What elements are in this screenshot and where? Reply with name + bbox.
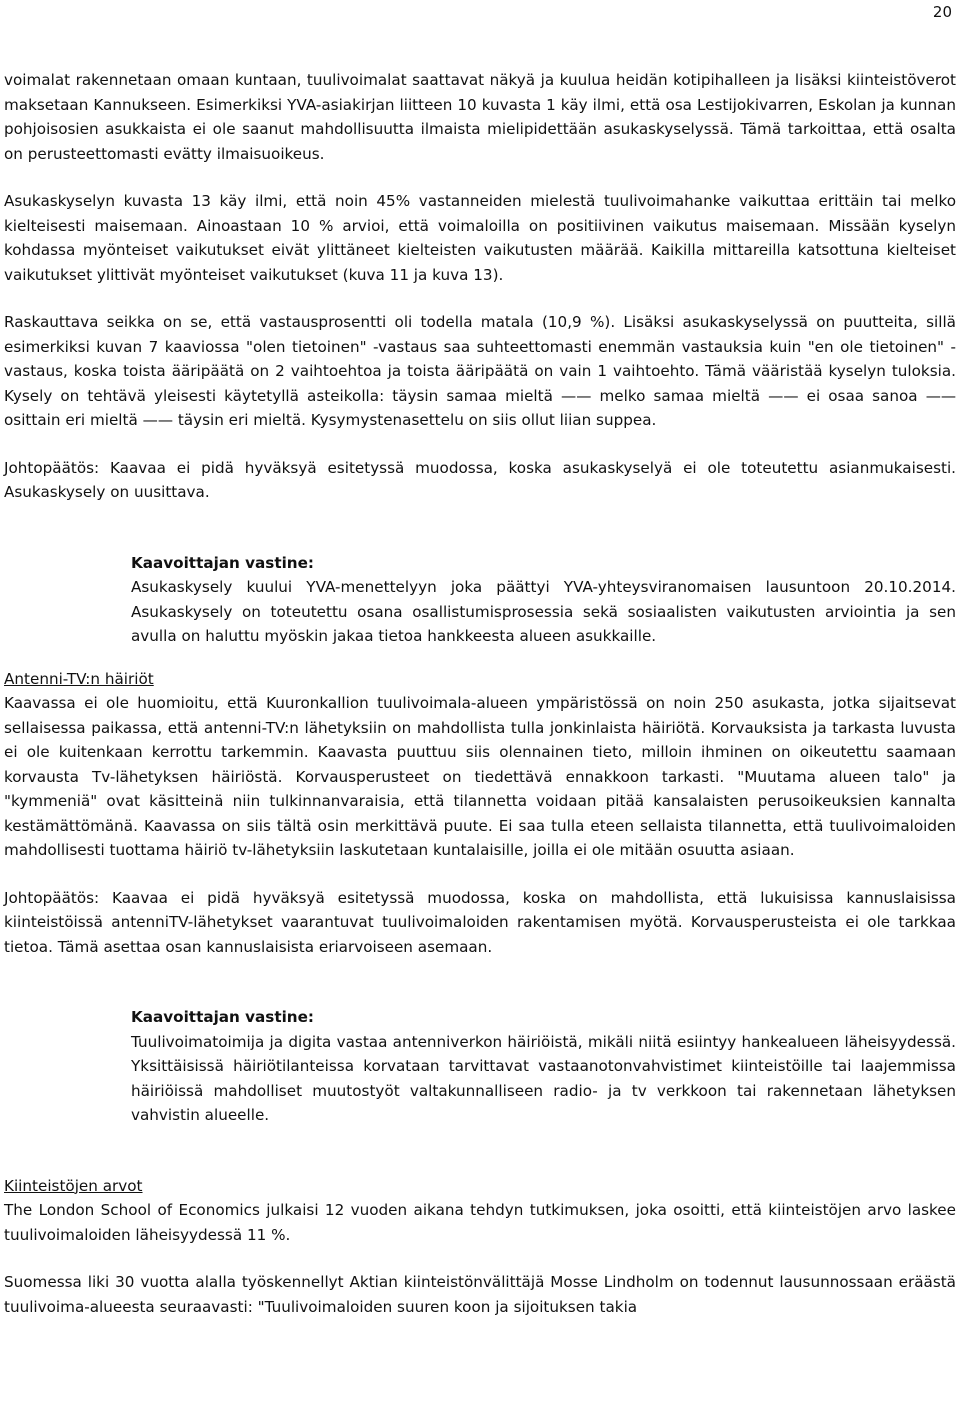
paragraph-property-quote: Suomessa liki 30 vuotta alalla työskennellyt Aktian kiinteistönvälittäjä Mosse Lindholm on todennut lausunnossaan eräästä tuulivoima-alueesta seuraavasti: "Tuulivoimaloiden suuren koon ja sijoituksen takia xyxy=(4,1273,956,1316)
paragraph-property-values: The London School of Economics julkaisi 12 vuoden aikana tehdyn tutkimuksen, joka osoitti, että kiinteistöjen arvo laskee tuulivoimaloiden läheisyydessä 11 %. xyxy=(4,1201,956,1244)
survey-flaws-text: Raskauttava seikka on se, että vastausprosentti oli todella matala (10,9 %). Lisäksi asukaskyselyssä on puutteita, sillä esimerkiksi kuvan 7 kaaviossa "olen tietoinen" -vastaus saa suhteettomasti enemmän vastauksia kuin "en ole tietoinen" -vastaus, koska toista ääripäätä on 2 vaihtoehtoa ja toista ääripäätä on vain 1 vaihtoehto. Tämä vääristää kyselyn tuloksia. Kysely on tehtävä yleisesti käytetyllä asteikolla: täysin samaa mieltä xyxy=(4,313,956,405)
planner-response-antenna xyxy=(131,1005,956,1128)
section-title-antenna-tv: Antenni-TV:n häiriöt xyxy=(4,669,154,688)
paragraph-antenna-tv: Kaavassa ei ole huomioitu, että Kuuronkallion tuulivoimala-alueen ympäristössä on noin 250 asukasta, jotka sijaitsevat sellaisessa paikassa, että antenni-TV:n lähetyksiin on mahdollista tulla jonkinlaista häiriötä. Korvauksista ja tarkasta luvusta ei ole kuitenkaan kerrottu tarkemmin. Kaavasta puuttuu siis olennainen tieto, milloin ihminen on oikeutettu saamaan korvausta Tv-lähetyksen häiriöstä. Korvausperusteet on tiedettävä ennakkoon tarkasti. "Muutama alueen talo" ja "kymmeniä" ovat käsitteinä niin tulkinnanvaraisia, että tilannetta voidaan pitää kansalaisten perusoikeuksien kannalta kestämättömänä. Kaavassa on siis tältä osin merkittävä puute. Ei saa tulla eteen sellaista tilannetta, että tuulivoimaloiden mahdollisesti tuottama häiriö tv-lähetyksiin laskutetaan kuntalaisille, joilla ei ole mitään osuutta asiaan. xyxy=(4,694,956,859)
scale-dash-2: —— xyxy=(768,386,799,405)
scale-dash-3: —— xyxy=(925,386,957,405)
paragraph-intro: voimalat rakennetaan omaan kuntaan, tuulivoimalat saattavat näkyä ja kuulua heidän kotipihalleen ja lisäksi kiinteistöverot maksetaan Kannukseen. Esimerkiksi YVA-asiakirjan liitteen 10 kuvasta 1 käy ilmi, että osa Lestijokivarren, Eskolan ja kunnan pohjoisosien asukkaista ei ole saanut mahdollisuutta ilmaista mielipidettään asukaskyselyssä. Tämä tarkoittaa, että osalta on perusteettomasti evätty ilmaisuoikeus. xyxy=(4,71,956,163)
planner-response-survey xyxy=(131,551,956,649)
scale-option-4: täysin eri mieltä xyxy=(177,411,302,429)
section-title-property-values: Kiinteistöjen arvot xyxy=(4,1176,143,1195)
response-heading: Kaavoittajan vastine: xyxy=(131,1008,314,1026)
response-heading: Kaavoittajan vastine: xyxy=(131,553,314,572)
scale-option-1: melko samaa mieltä xyxy=(599,386,761,405)
paragraph-conclusion-survey: Johtopäätös: Kaavaa ei pidä hyväksyä esitetyssä muodossa, koska asukaskyselyä ei ole toteutettu asianmukaisesti. Asukaskysely on uusittava. xyxy=(4,458,956,501)
response-text: Asukaskysely kuului YVA-menettelyyn joka päättyi YVA-yhteysviranomaisen lausuntoon 20.10.2014. Asukaskysely on toteutettu osana osallistumisprosessia sekä sosiaalisten vaikutusten arviointia ja sen avulla on haluttu myöskin jakaa tietoa hankkeesta alueen asukkaille. xyxy=(131,578,956,645)
page-content xyxy=(4,68,956,1319)
paragraph-survey-results: Asukaskyselyn kuvasta 13 käy ilmi, että noin 45% vastanneiden mielestä tuulivoimahanke vaikuttaa erittäin tai melko kielteisesti maisemaan. Ainoastaan 10 % arvioi, että voimaloilla on positiivinen vaikutus maisemaan. Missään kyselyn kohdassa myönteiset vaikutukset eivät ylittäneet kielteisten vaikutusten määrää. Kaikilla mittareilla katsottuna kielteiset vaikutukset ylittivät myönteiset vaikutukset (kuva 11 ja kuva 13). xyxy=(4,192,956,284)
page-number: 20 xyxy=(932,3,952,21)
paragraph-conclusion-antenna: Johtopäätös: Kaavaa ei pidä hyväksyä esitetyssä muodossa, koska on mahdollista, että lukuisissa kannuslaisissa kiinteistöissä antenniTV-lähetykset vaarantuvat tuulivoimaloiden rakentamisen myötä. Korvausperusteista ei ole tarkkaa tietoa. Tämä asettaa osan kannuslaisista eriarvoiseen asemaan. xyxy=(4,888,956,956)
scale-option-3: osittain eri mieltä xyxy=(4,411,138,429)
scale-option-2: ei osaa sanoa xyxy=(806,386,918,405)
response-text: Tuulivoimatoimija ja digita vastaa antenniverkon häiriöistä, mikäli niitä esiintyy hankealueen läheisyydessä. Yksittäisissä häiriötilanteissa korvataan tarvittavat vastaanotonvahvistimet kiinteistöille tai laajemmissa häiriöissä mahdolliset muutostyöt valtakunnalliseen radio- ja tv verkkoon tai rakennetaan lähetyksen vahvistin alueelle. xyxy=(131,1032,956,1124)
paragraph-survey-flaws xyxy=(4,310,956,433)
survey-flaws-tail: . Kysymystenasettelu on siis ollut liian suppea. xyxy=(301,411,657,429)
scale-dash-1: —— xyxy=(561,386,592,405)
scale-dash-4: —— xyxy=(142,411,173,429)
